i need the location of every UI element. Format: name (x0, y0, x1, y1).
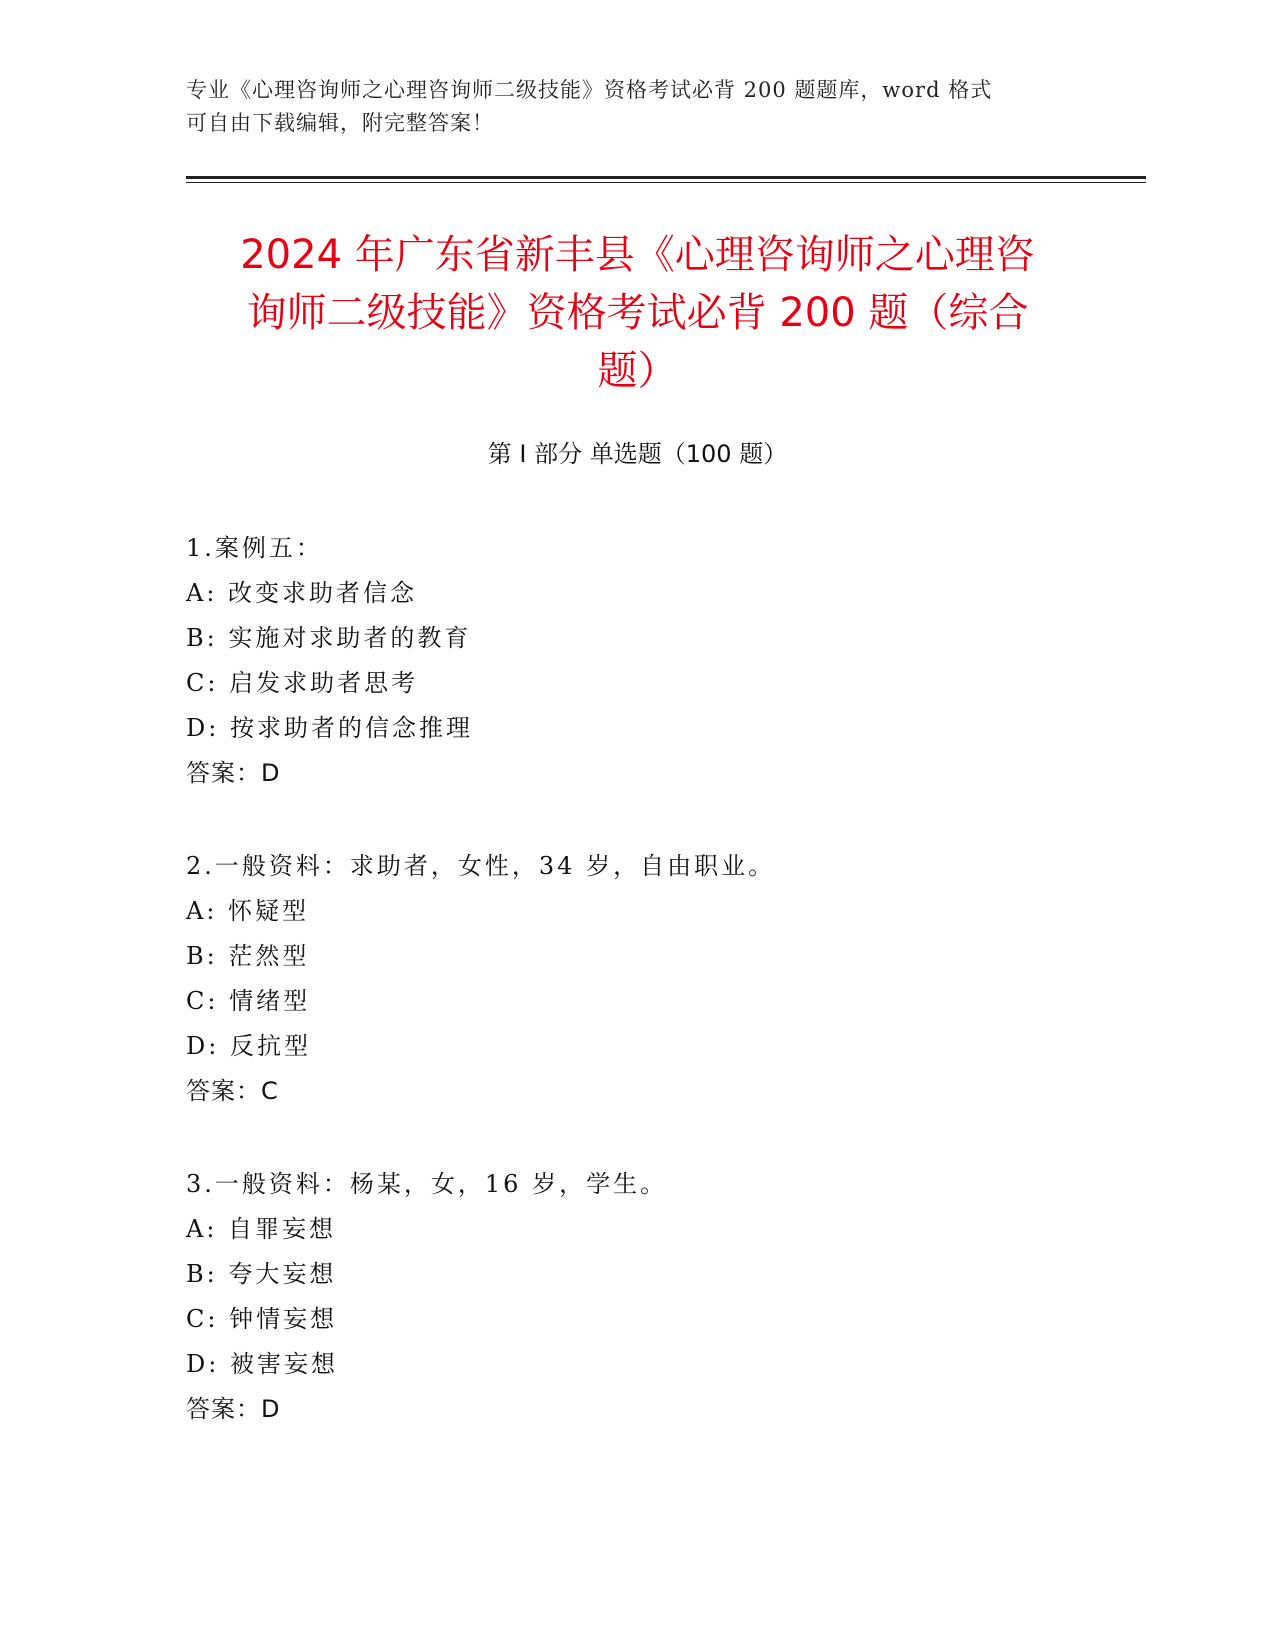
option-d: D: 被害妄想 (186, 1350, 338, 1378)
option-a: A: 改变求助者信念 (186, 579, 418, 607)
option-c: C: 启发求助者思考 (186, 669, 419, 697)
answer-line: 答案：D (186, 1395, 281, 1423)
option-c: C: 情绪型 (186, 987, 311, 1015)
header-divider-thick (186, 176, 1146, 179)
question-list (186, 526, 1086, 1480)
document-title-line-1: 2024 年广东省新丰县《心理咨询师之心理咨 (240, 232, 1035, 278)
option-d: D: 反抗型 (186, 1032, 311, 1060)
answer-line: 答案：D (186, 759, 281, 787)
option-b: B: 实施对求助者的教育 (186, 624, 472, 652)
header-divider-thin (186, 182, 1146, 183)
question-stem: 1.案例五： (186, 534, 323, 562)
header-note (186, 74, 1086, 140)
option-c: C: 钟情妄想 (186, 1305, 338, 1333)
option-d: D: 按求助者的信念推理 (186, 714, 473, 742)
question-item (186, 1162, 1086, 1432)
question-item (186, 526, 1086, 796)
document-title-line-2: 询师二级技能》资格考试必背 200 题（综合 (246, 290, 1029, 336)
document-title (170, 226, 1105, 400)
option-a: A: 怀疑型 (186, 897, 310, 925)
question-stem: 2.一般资料：求助者，女性，34 岁，自由职业。 (186, 852, 776, 880)
header-note-line-2: 可自由下载编辑，附完整答案！ (186, 111, 494, 135)
header-note-line-1: 专业《心理咨询师之心理咨询师二级技能》资格考试必背 200 题题库，word 格式 (186, 78, 993, 102)
option-b: B: 夸大妄想 (186, 1260, 337, 1288)
document-title-line-3: 题） (597, 348, 678, 394)
option-a: A: 自罪妄想 (186, 1215, 337, 1243)
option-b: B: 茫然型 (186, 942, 310, 970)
question-stem: 3.一般资料：杨某，女，16 岁，学生。 (186, 1170, 668, 1198)
answer-line: 答案：C (186, 1077, 279, 1105)
section-heading: 第 I 部分 单选题（100 题） (487, 440, 788, 468)
question-item (186, 844, 1086, 1114)
